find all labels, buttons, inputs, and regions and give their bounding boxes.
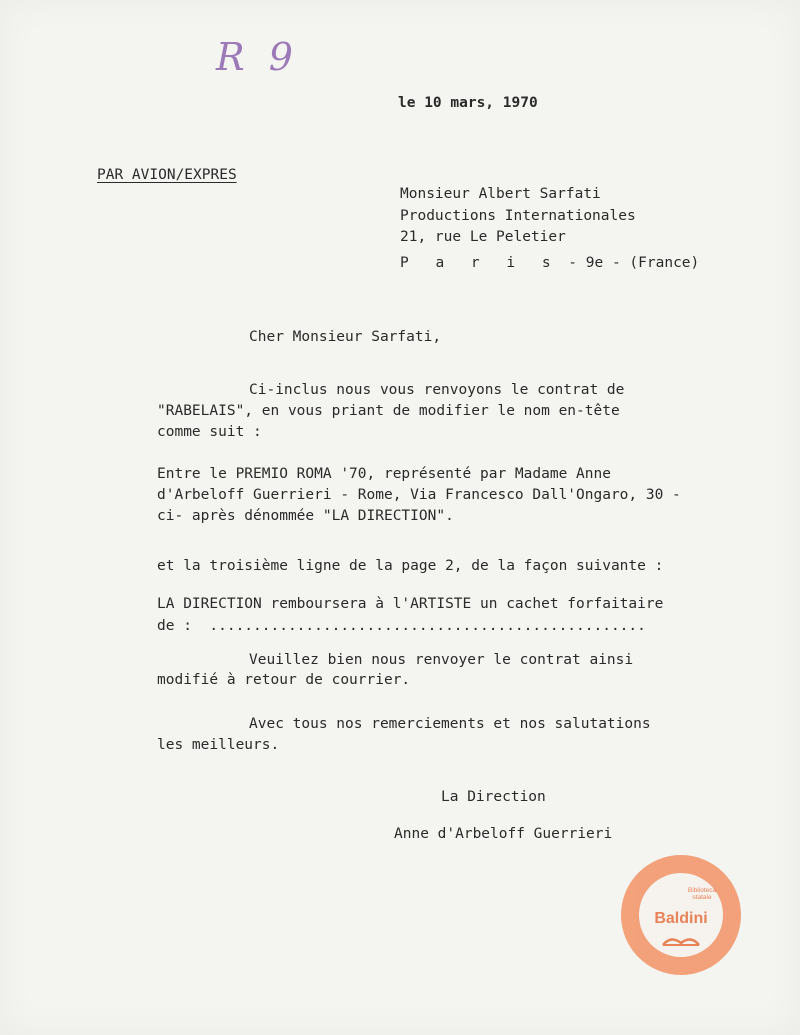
recipient-company: Productions Internationales [400, 208, 636, 224]
recipient-city-line [400, 256, 699, 271]
body-line: Veuillez bien nous renvoyer le contrat ainsi [249, 652, 634, 668]
body-line: modifié à retour de courrier. [157, 672, 411, 688]
library-stamp-name: Baldini [654, 910, 708, 927]
salutation: Cher Monsieur Sarfati, [249, 329, 442, 345]
recipient-name: Monsieur Albert Sarfati [400, 186, 601, 202]
library-stamp-inner [639, 873, 723, 957]
recipient-city: P a r i s [400, 255, 560, 271]
body-line: comme suit : [157, 424, 262, 440]
body-line: et la troisième ligne de la page 2, de la façon suivante : [157, 558, 664, 574]
letter-date: le 10 mars, 1970 [398, 95, 538, 111]
delivery-note: PAR AVION/EXPRES [97, 167, 237, 183]
body-line: Ci-inclus nous vous renvoyons le contrat de [249, 382, 625, 398]
library-stamp [621, 855, 741, 975]
body-line: Avec tous nos remerciements et nos salutations [249, 716, 651, 732]
body-line: d'Arbeloff Guerrieri - Rome, Via Francesco Dall'Ongaro, 30 - [157, 487, 681, 503]
body-line: LA DIRECTION remboursera à l'ARTISTE un cachet forfaitaire [157, 596, 664, 612]
body-line: ci- après dénommée "LA DIRECTION". [157, 508, 454, 524]
library-stamp-small-text: Biblioteca statale [687, 887, 717, 902]
signature-name: Anne d'Arbeloff Guerrieri [394, 826, 613, 842]
body-line: de : .................................................. [157, 618, 646, 634]
body-line: Entre le PREMIO ROMA '70, représenté par Madame Anne [157, 466, 611, 482]
body-line: "RABELAIS", en vous priant de modifier le nom en-tête [157, 403, 620, 419]
body-line: les meilleurs. [157, 737, 280, 753]
recipient-street: 21, rue Le Peletier [400, 229, 566, 245]
signature-title: La Direction [441, 789, 546, 805]
open-book-icon [661, 931, 701, 947]
handwritten-archive-note: R 9 [216, 35, 299, 79]
recipient-city-rest: - 9e - (France) [559, 255, 700, 271]
